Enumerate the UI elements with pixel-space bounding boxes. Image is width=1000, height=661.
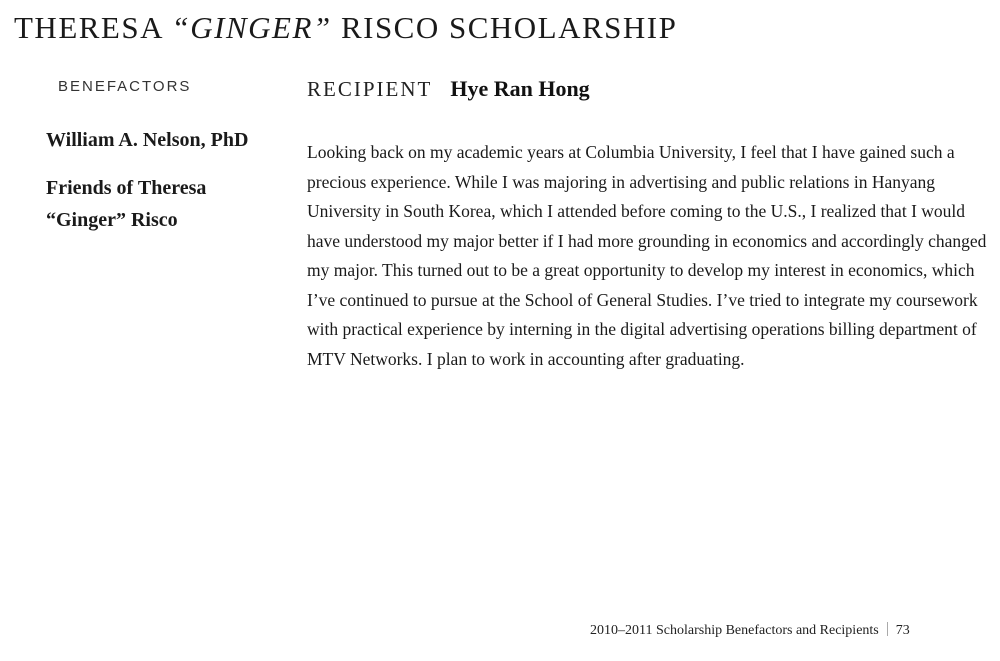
page-title <box>14 10 677 46</box>
page-number: 73 <box>895 623 910 638</box>
footer-publication: 2010–2011 Scholarship Benefactors and Recipients <box>590 623 879 638</box>
title-text-part1: THERESA <box>14 10 172 45</box>
title-text-part2: RISCO SCHOLARSHIP <box>331 10 678 45</box>
recipient-name: Hye Ran Hong <box>450 76 590 101</box>
recipient-statement: Looking back on my academic years at Columbia University, I feel that I have gained such a precious experience. While I was majoring in advertising and public relations in Hanyang University in South Korea, which I attended before coming to the U.S., I realized that I would have understood my major better if I had more grounding in economics and accordingly changed my major. This turned out to be a great opportunity to develop my interest in economics, which I’ve continued to pursue at the School of General Studies. I’ve tried to integrate my coursework with practical experience by interning in the digital advertising operations billing department of MTV Networks. I plan to work in accounting after graduating. <box>307 142 987 369</box>
footer-divider <box>887 622 888 636</box>
recipient-heading <box>307 76 590 102</box>
page-footer <box>590 622 910 639</box>
benefactors-heading: BENEFACTORS <box>58 78 192 95</box>
title-text-italic: “GINGER” <box>171 10 332 45</box>
recipient-label: RECIPIENT <box>307 77 433 101</box>
benefactor-name: Friends of Theresa “Ginger” Risco <box>46 177 207 231</box>
benefactor-name: William A. Nelson, PhD <box>46 129 249 151</box>
